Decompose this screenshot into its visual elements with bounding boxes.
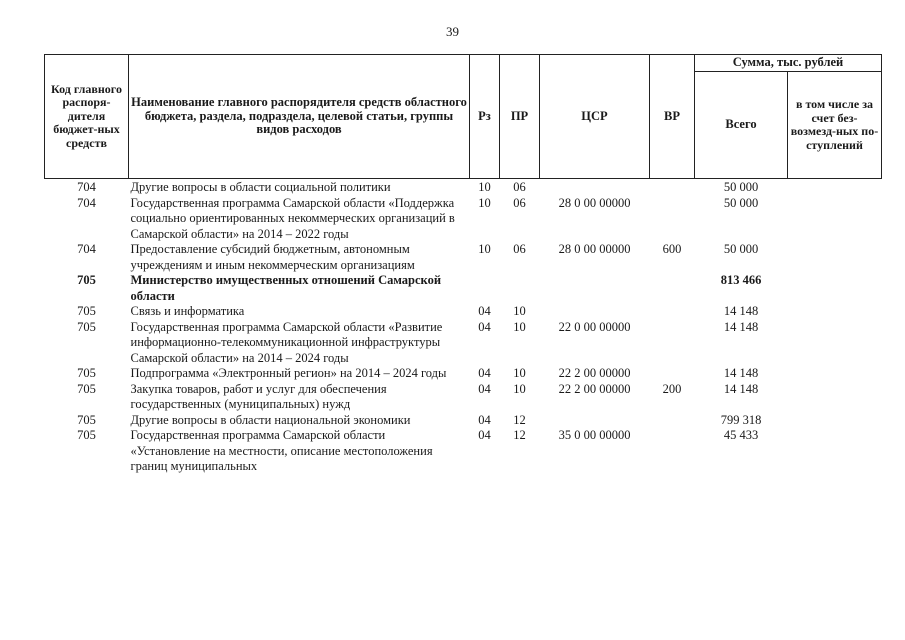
table-row — [45, 273, 882, 304]
table-row — [45, 320, 882, 367]
row-rz — [470, 273, 500, 304]
row-total: 50 000 — [723, 242, 759, 256]
row-vr — [650, 413, 695, 429]
row-gratuitous — [788, 273, 882, 304]
row-vr — [650, 304, 695, 320]
row-pr: 12 — [513, 428, 526, 442]
row-name: Закупка товаров, работ и услуг для обеспечения государственных (муниципальных) нужд — [130, 381, 387, 411]
row-rz: 10 — [478, 242, 491, 256]
row-gratuitous — [788, 242, 882, 273]
row-rz: 04 — [478, 366, 491, 380]
row-csr — [540, 413, 650, 429]
row-csr: 28 0 00 00000 — [558, 195, 631, 210]
table-row — [45, 304, 882, 320]
row-vr — [650, 196, 695, 243]
row-code: 705 — [77, 381, 96, 396]
row-code: 705 — [77, 273, 96, 287]
header-vr: ВР — [650, 55, 695, 179]
row-pr: 06 — [513, 195, 526, 210]
row-pr: 10 — [513, 319, 526, 334]
row-rz: 10 — [478, 180, 491, 194]
row-gratuitous — [788, 320, 882, 367]
table-row — [45, 413, 882, 429]
row-gratuitous — [788, 413, 882, 429]
row-rz: 04 — [478, 319, 491, 334]
table-body — [45, 179, 882, 475]
row-total: 14 148 — [723, 319, 759, 334]
row-rz: 04 — [478, 412, 491, 427]
row-total: 14 148 — [723, 366, 759, 380]
row-name: Подпрограмма «Электронный регион» на 2014 – 2024 годы — [130, 366, 447, 380]
row-rz: 04 — [478, 304, 491, 318]
row-vr: 200 — [662, 381, 682, 396]
row-csr: 22 2 00 00000 — [558, 366, 631, 380]
table-row — [45, 428, 882, 475]
row-code: 704 — [77, 195, 96, 210]
header-csr: ЦСР — [540, 55, 650, 179]
row-total: 50 000 — [723, 180, 759, 194]
table-row — [45, 382, 882, 413]
row-total: 14 148 — [723, 381, 759, 396]
row-total: 813 466 — [720, 273, 762, 287]
header-rz: Рз — [470, 55, 500, 179]
row-pr — [500, 273, 540, 304]
row-code: 705 — [77, 319, 96, 334]
row-name: Министерство имущественных отношений Самарской области — [130, 273, 442, 303]
row-vr — [650, 428, 695, 475]
row-gratuitous — [788, 179, 882, 196]
row-rz: 10 — [478, 195, 491, 210]
row-total: 14 148 — [723, 304, 759, 318]
row-total: 45 433 — [723, 428, 759, 442]
row-total: 50 000 — [723, 195, 759, 210]
table-header — [45, 55, 882, 179]
row-pr: 06 — [513, 180, 526, 194]
table-row — [45, 196, 882, 243]
row-csr — [540, 179, 650, 196]
row-name: Государственная программа Самарской области «Развитие информационно-телекоммуникационной инфраструктуры Самарской области» на 2014 – 2024 годы — [130, 319, 443, 365]
table-row — [45, 242, 882, 273]
row-code: 704 — [77, 180, 96, 194]
row-pr: 10 — [513, 304, 526, 318]
row-name: Другие вопросы в области национальной экономики — [130, 412, 411, 427]
row-name: Другие вопросы в области социальной политики — [130, 180, 391, 194]
row-pr: 12 — [513, 412, 526, 427]
row-name: Государственная программа Самарской области «Поддержка социально ориентированных некоммерческих организаций в Самарской области» на 2014 – 2022 годы — [130, 195, 455, 241]
header-name: Наименование главного распорядителя средств областного бюджета, раздела, подраздела, целевой статьи, группы видов расходов — [129, 55, 470, 179]
row-gratuitous — [788, 196, 882, 243]
row-gratuitous — [788, 428, 882, 475]
row-name: Государственная программа Самарской области «Установление на местности, описание местоположения границ муниципальных — [130, 428, 433, 473]
row-vr — [650, 320, 695, 367]
row-gratuitous — [788, 304, 882, 320]
row-vr — [650, 179, 695, 196]
row-csr — [540, 304, 650, 320]
row-code: 705 — [77, 304, 96, 318]
row-csr: 22 2 00 00000 — [558, 381, 631, 396]
row-code: 705 — [77, 412, 96, 427]
header-sum: Сумма, тыс. рублей — [695, 55, 882, 72]
row-gratuitous — [788, 366, 882, 382]
row-pr: 06 — [513, 242, 526, 256]
header-pr: ПР — [500, 55, 540, 179]
row-total: 799 318 — [720, 412, 762, 427]
row-name: Предоставление субсидий бюджетным, автономным учреждениям и иным некоммерческим организациям — [130, 242, 415, 272]
row-csr: 22 0 00 00000 — [558, 319, 631, 334]
row-code: 704 — [77, 242, 96, 256]
row-rz: 04 — [478, 428, 491, 442]
header-total: Всего — [695, 72, 788, 179]
row-rz: 04 — [478, 381, 491, 396]
row-vr: 600 — [662, 242, 682, 256]
row-csr — [540, 273, 650, 304]
row-pr: 10 — [513, 366, 526, 380]
header-gratuitous: в том числе за счет без-возмезд-ных по-ступлений — [788, 72, 882, 179]
header-code: Код главного распоря-дителя бюджет-ных средств — [45, 55, 129, 179]
row-csr: 28 0 00 00000 — [558, 242, 631, 256]
row-code: 705 — [77, 428, 96, 442]
row-vr — [650, 366, 695, 382]
row-name: Связь и информатика — [130, 304, 245, 318]
row-code: 705 — [77, 366, 96, 380]
budget-table — [44, 54, 882, 475]
row-vr — [650, 273, 695, 304]
table-row — [45, 366, 882, 382]
row-gratuitous — [788, 382, 882, 413]
page-number: 39 — [446, 24, 459, 39]
table-row — [45, 179, 882, 196]
row-pr: 10 — [513, 381, 526, 396]
row-csr: 35 0 00 00000 — [558, 428, 631, 442]
